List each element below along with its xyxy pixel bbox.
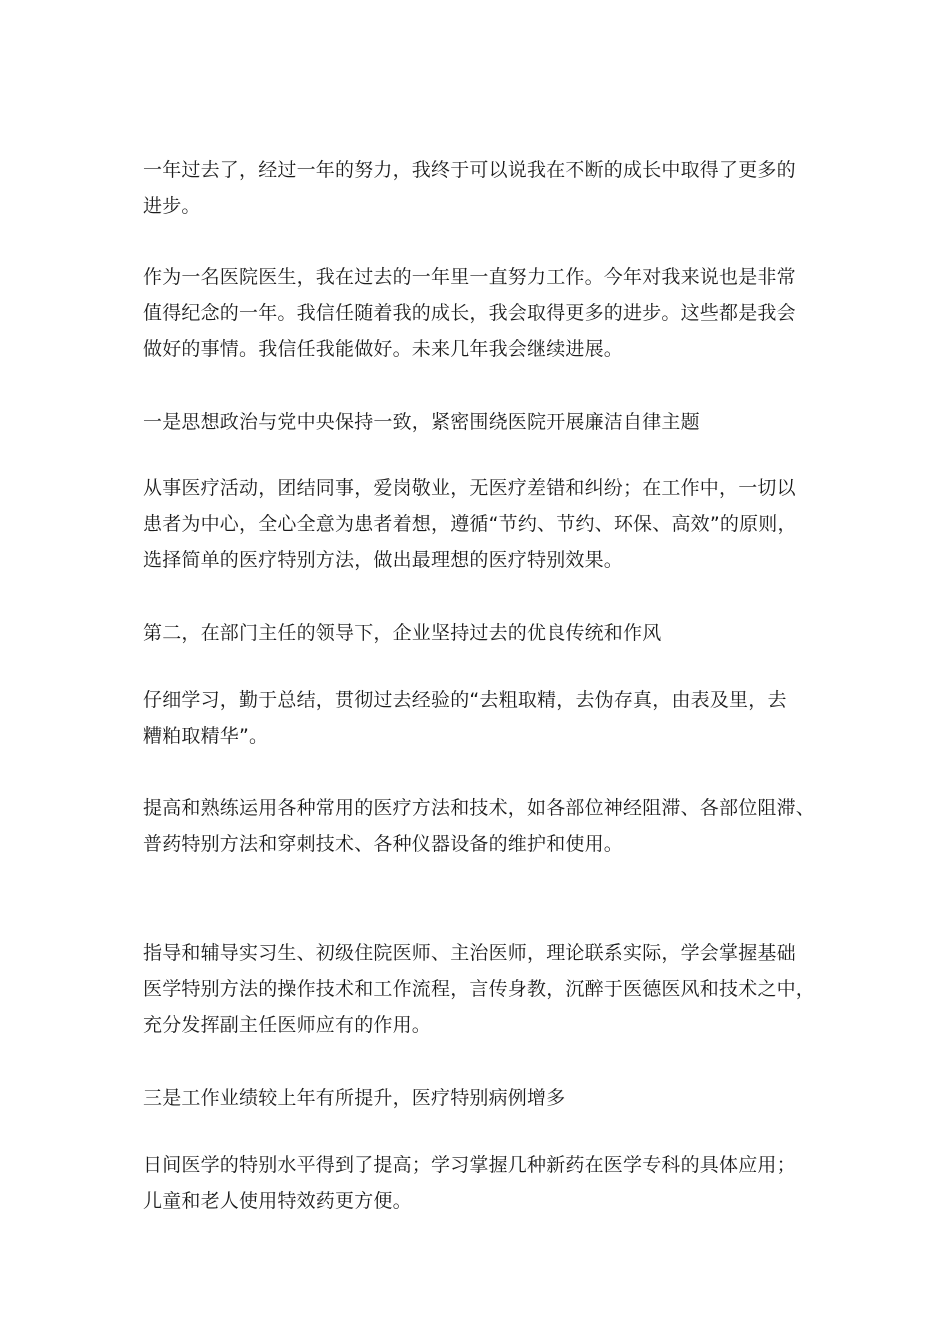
text-line: 普药特别方法和穿刺技术、各种仪器设备的维护和使用。 (143, 833, 624, 855)
paragraph-study (143, 682, 823, 754)
section-heading-one (143, 404, 823, 440)
text-line: 一是思想政治与党中央保持一致，紧密围绕医院开展廉洁自律主题 (143, 411, 700, 433)
text-line: 充分发挥副主任医师应有的作用。 (143, 1014, 432, 1036)
text-line: 日间医学的特别水平得到了提高；学习掌握几种新药在医学专科的具体应用； (143, 1154, 796, 1176)
text-line: 作为一名医院医生，我在过去的一年里一直努力工作。今年对我来说也是非常 (143, 266, 796, 288)
section-heading-three (143, 1080, 823, 1116)
paragraph-results (143, 1147, 823, 1219)
text-line: 三是工作业绩较上年有所提升，医疗特别病例增多 (143, 1087, 566, 1109)
text-line: 指导和辅导实习生、初级住院医师、主治医师，理论联系实际，学会掌握基础 (143, 942, 796, 964)
text-line: 选择简单的医疗特别方法，做出最理想的医疗特别效果。 (143, 549, 624, 571)
text-line: 值得纪念的一年。我信任随着我的成长，我会取得更多的进步。这些都是我会 (143, 302, 796, 324)
text-line: 患者为中心，全心全意为患者着想，遵循“节约、节约、环保、高效”的原则， (143, 513, 797, 535)
paragraph-mentoring (143, 935, 823, 1043)
text-line: 医学特别方法的操作技术和工作流程，言传身教，沉醉于医德医风和技术之中， (143, 978, 816, 1000)
text-line: 做好的事情。我信任我能做好。未来几年我会继续进展。 (143, 338, 624, 360)
text-line: 一年过去了，经过一年的努力，我终于可以说我在不断的成长中取得了更多的 (143, 159, 796, 181)
section-heading-two (143, 615, 823, 651)
text-line: 儿童和老人使用特效药更方便。 (143, 1190, 412, 1212)
text-line: 进步。 (143, 195, 201, 217)
paragraph-skills (143, 790, 823, 862)
paragraph-intro (143, 152, 823, 224)
text-line: 糟粕取精华”。 (143, 725, 269, 747)
text-line: 仔细学习，勤于总结，贯彻过去经验的“去粗取精，去伪存真，由表及里，去 (143, 689, 787, 711)
paragraph-self-summary (143, 259, 823, 367)
text-line: 从事医疗活动，团结同事，爱岗敬业，无医疗差错和纠纷；在工作中，一切以 (143, 477, 796, 499)
text-line: 第二，在部门主任的领导下，企业坚持过去的优良传统和作风 (143, 622, 662, 644)
paragraph-medical-activity (143, 470, 823, 578)
text-line: 提高和熟练运用各种常用的医疗方法和技术，如各部位神经阻滞、各部位阻滞、 (143, 797, 816, 819)
